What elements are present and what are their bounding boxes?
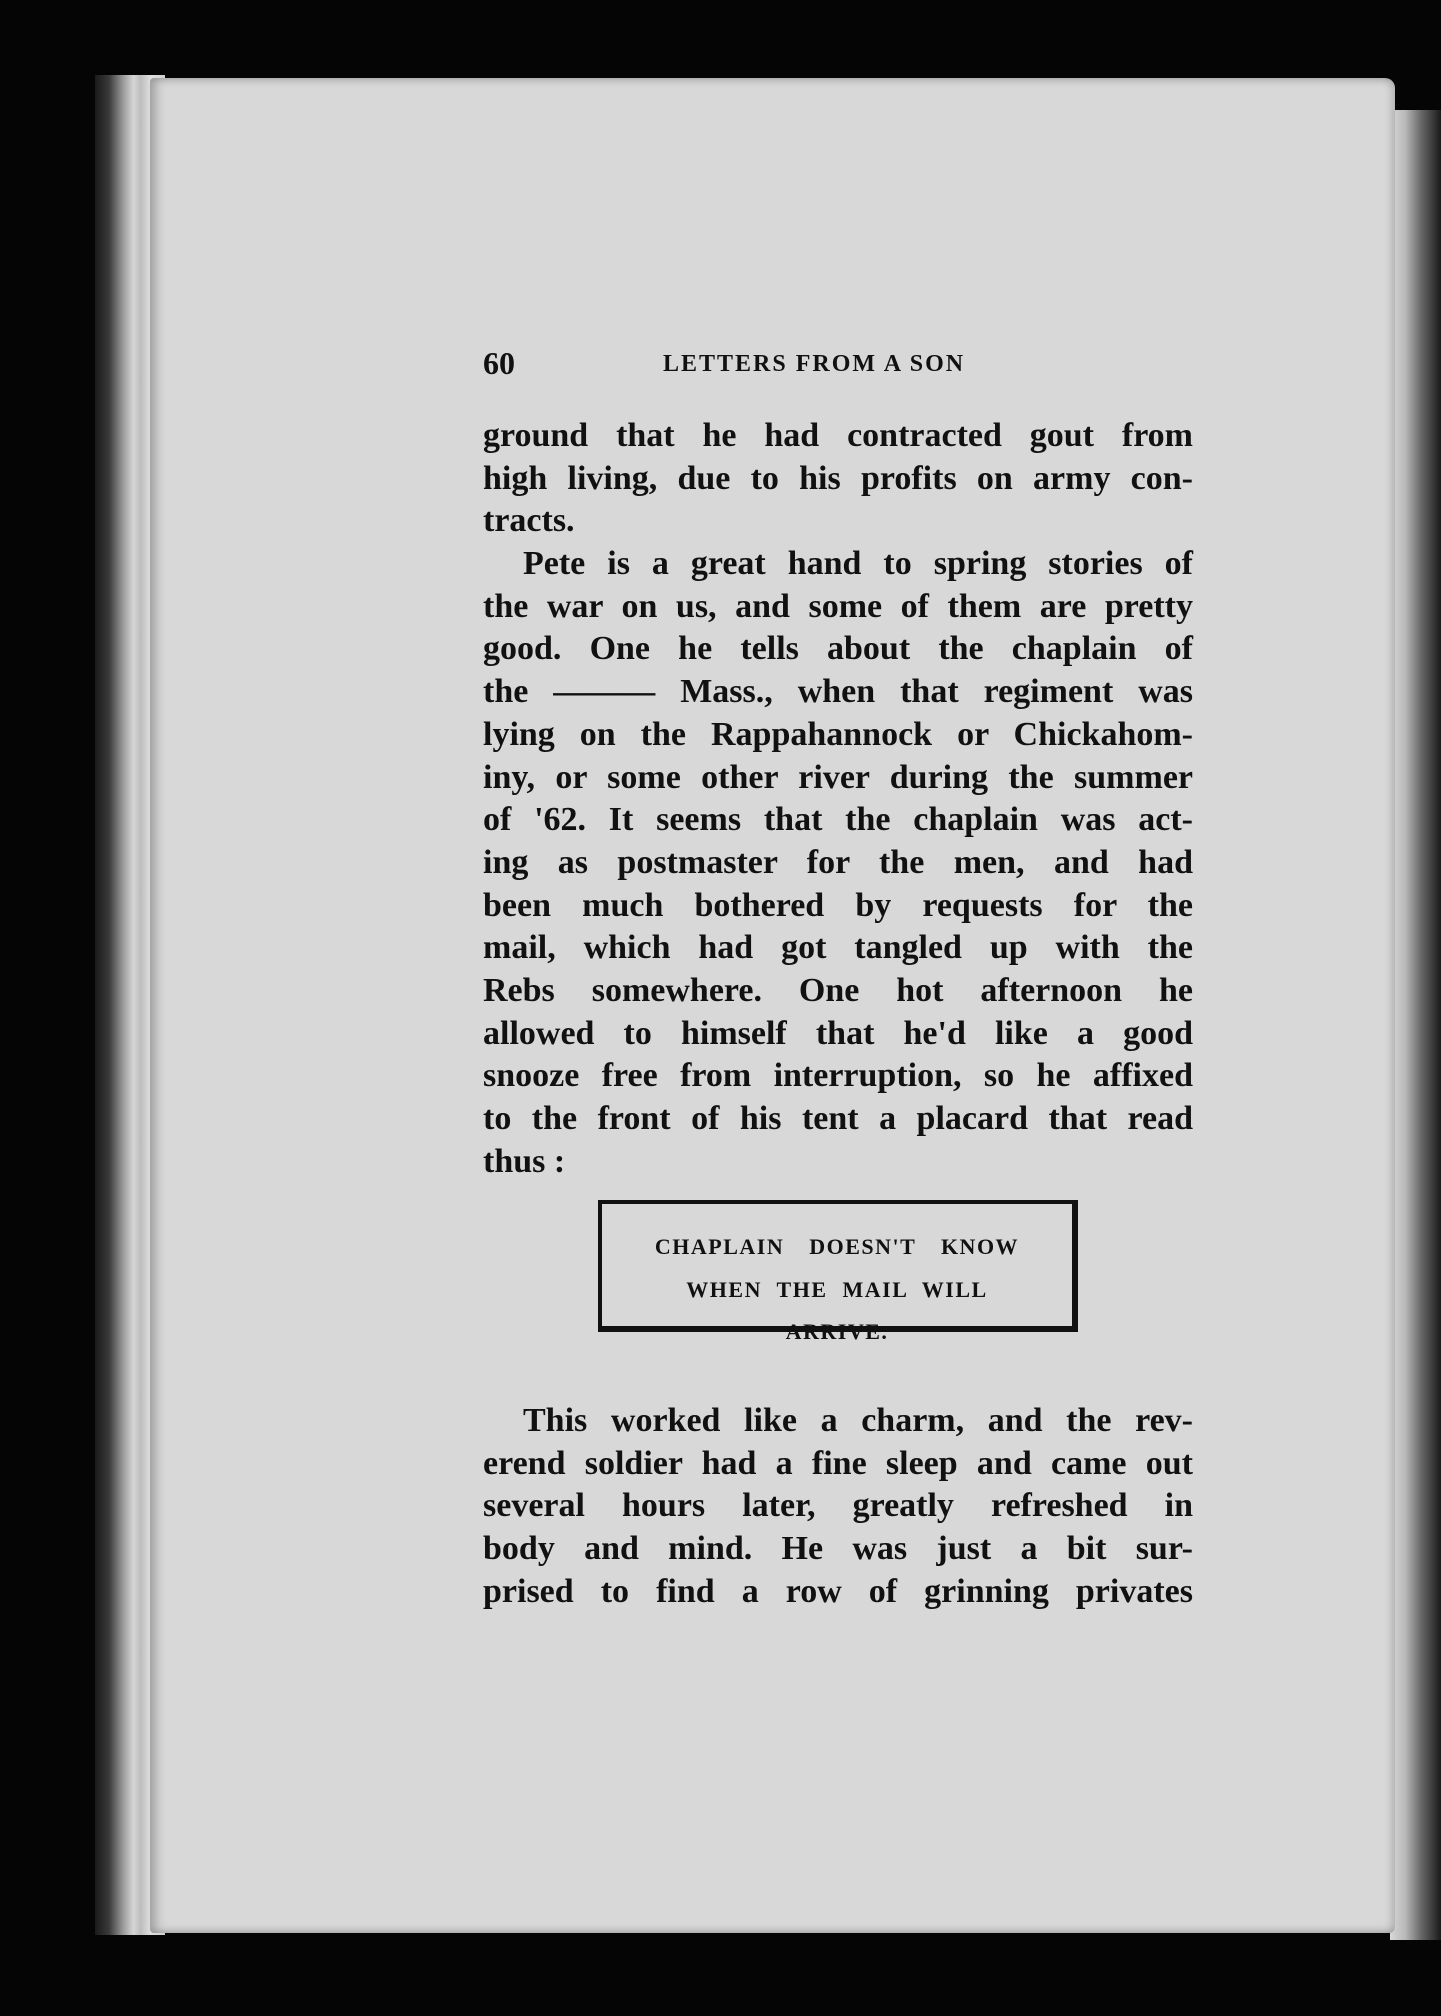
text-line: iny, or some other river during the summer — [483, 758, 1193, 796]
text-line: ing as postmaster for the men, and had — [483, 843, 1193, 881]
text-line: to the front of his tent a placard that read — [483, 1100, 1193, 1137]
text-line: prised to find a row of grinning privates — [483, 1572, 1193, 1610]
page-number: 60 — [483, 345, 515, 381]
text-line: been much bothered by requests for the — [483, 886, 1193, 924]
text-line: ground that he had contracted gout from — [483, 417, 1193, 454]
text-line: mail, which had got tangled up with the — [483, 929, 1193, 967]
text-line: body and mind. He was just a bit sur- — [483, 1530, 1193, 1568]
text-line: several hours later, greatly refreshed in — [483, 1487, 1193, 1525]
placard-line: WHEN THE MAIL WILL — [686, 1277, 988, 1302]
text-line: snooze free from interruption, so he affixed — [483, 1057, 1193, 1095]
running-title: LETTERS FROM A SON — [663, 351, 966, 377]
text-line: allowed to himself that he'd like a good — [483, 1014, 1193, 1052]
text-line: tracts. — [483, 502, 575, 540]
text-line: the ——— Mass., when that regiment was — [483, 673, 1193, 711]
text-line: This worked like a charm, and the rev- — [523, 1402, 1193, 1439]
placard-line: ARRIVE. — [785, 1319, 889, 1344]
text-line: lying on the Rappahannock or Chickahom- — [483, 715, 1193, 753]
text-line: Rebs somewhere. One hot afternoon he — [483, 971, 1193, 1009]
placard-line: CHAPLAIN DOESN'T KNOW — [654, 1234, 1020, 1259]
book-page-stack-right — [1390, 110, 1441, 1940]
text-line: of '62. It seems that the chaplain was act- — [483, 801, 1193, 839]
page-header — [483, 345, 1013, 389]
text-line: thus : — [483, 1142, 566, 1180]
text-line: erend soldier had a fine sleep and came out — [483, 1444, 1193, 1482]
body-text-lower — [483, 1400, 1193, 1613]
text-line: Pete is a great hand to spring stories of — [523, 545, 1193, 583]
text-line: good. One he tells about the chaplain of — [483, 630, 1193, 668]
text-line: high living, due to his profits on army con- — [483, 459, 1193, 497]
body-text-upper — [483, 415, 1193, 1183]
placard-box — [598, 1200, 1078, 1344]
text-line: the war on us, and some of them are pretty — [483, 587, 1193, 625]
